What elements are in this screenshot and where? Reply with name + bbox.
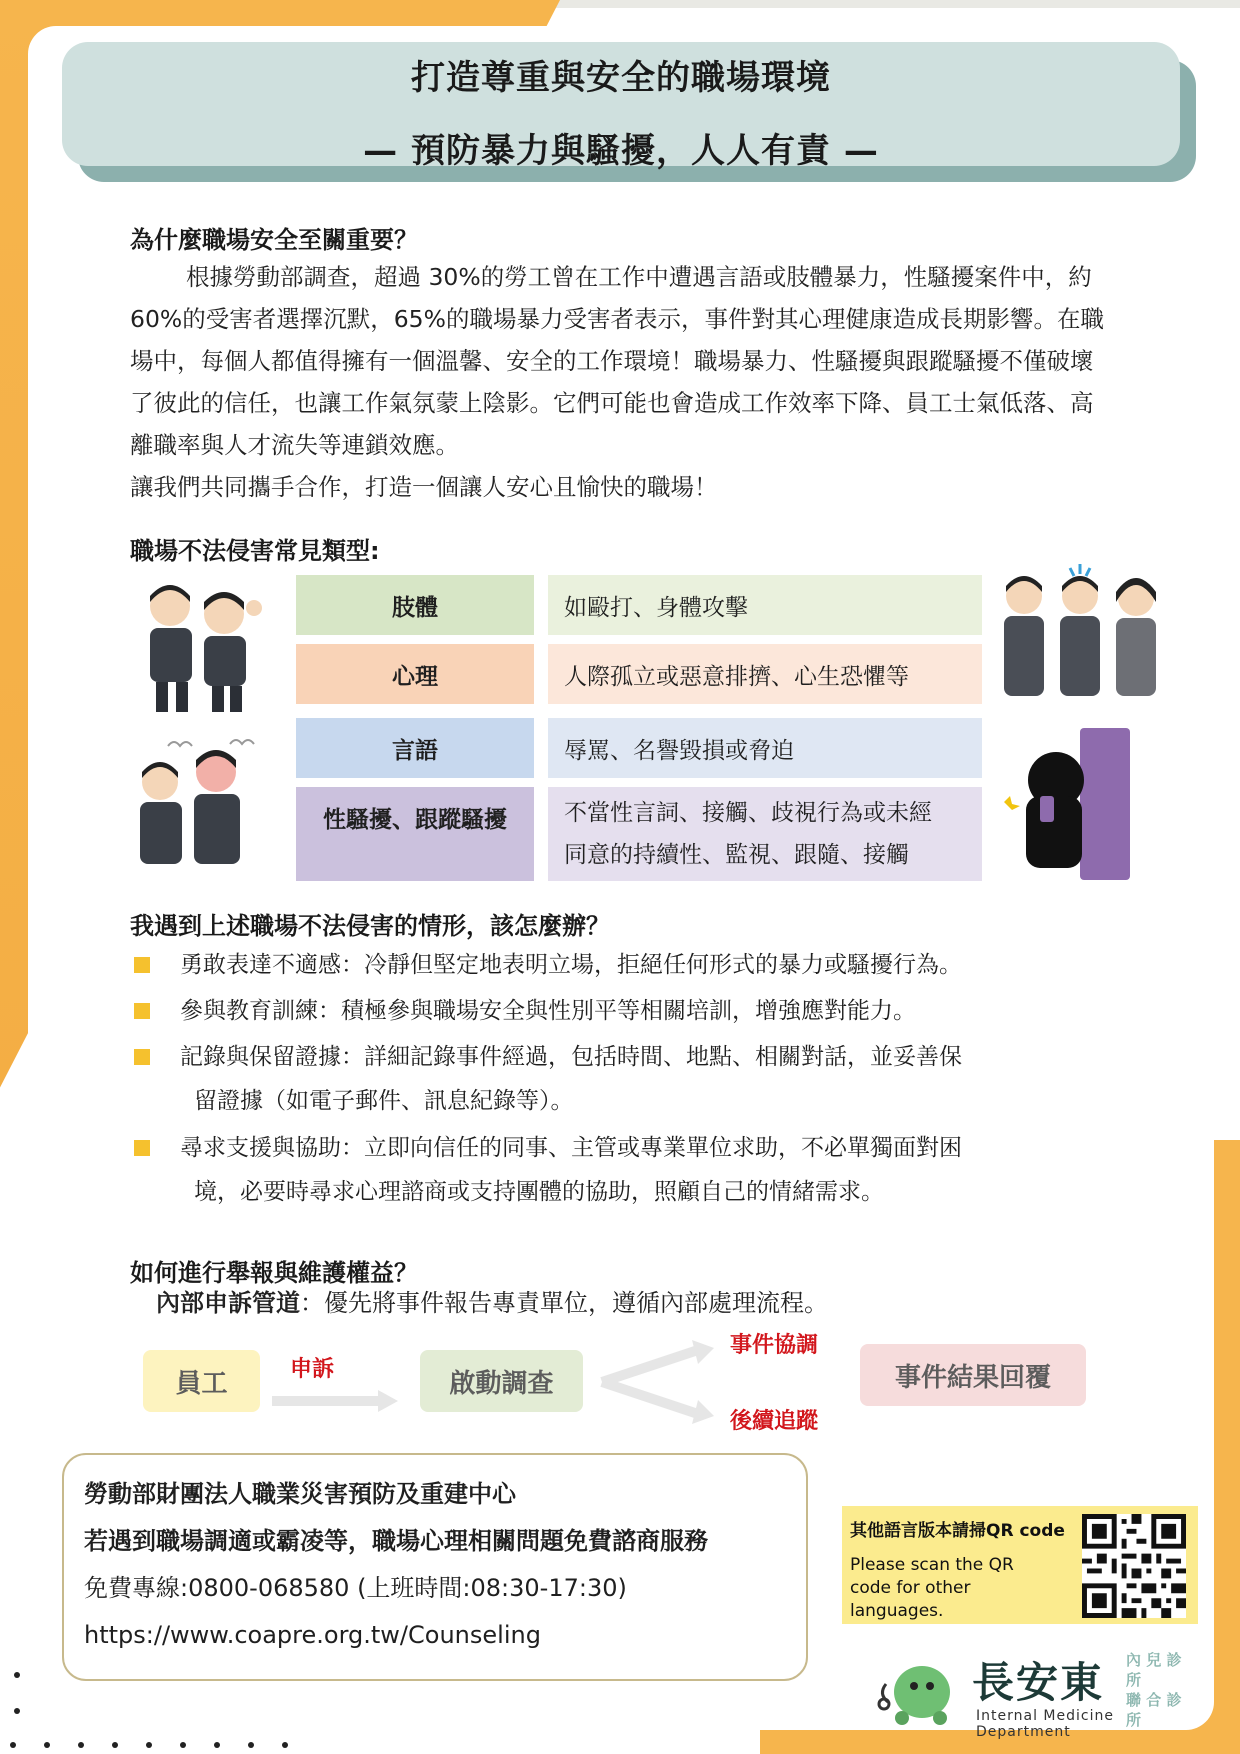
- why-heading: 為什麼職場安全至關重要？: [130, 226, 418, 254]
- stalker-illustration: [996, 726, 1132, 884]
- why-closing: 讓我們共同攜手合作，打造一個讓人安心且愉快的職場！: [130, 473, 718, 501]
- clinic-english-name: Internal Medicine Department: [976, 1708, 1114, 1740]
- flow-split-arrow-icon: [598, 1338, 716, 1426]
- decorative-dots-left: [14, 1672, 20, 1714]
- type-desc-harassment-line1: 不當性言詞、接觸、歧視行為或未經: [564, 800, 932, 826]
- report-heading: 如何進行舉報與維護權益？: [130, 1259, 418, 1287]
- flow-complaint-label: 申訴: [290, 1357, 335, 1382]
- action-item: 勇敢表達不適感：冷靜但堅定地表明立場，拒絕任何形式的暴力或騷擾行為。: [134, 943, 1114, 987]
- flow-arrow-icon: [270, 1386, 400, 1416]
- types-heading: 職場不法侵害常見類型:: [130, 537, 380, 565]
- type-desc-harassment-line2: 同意的持續性、監視、跟隨、接觸: [564, 842, 909, 868]
- contact-service: 若遇到職場調適或霸凌等，職場心理相關問題免費諮商服務: [84, 1527, 708, 1555]
- report-channel-text: ：優先將事件報告專責單位，遵循內部處理流程。: [300, 1289, 828, 1317]
- bullet-square-icon: [134, 1049, 150, 1065]
- clinic-tagline: 內 兒 診 所 聯 合 診 所: [1126, 1651, 1182, 1729]
- contact-url-link[interactable]: https://www.coapre.org.tw/Counseling: [84, 1621, 541, 1649]
- why-body: 根據勞動部調查，超過 30%的勞工曾在工作中遭遇言語或肢體暴力，性騷擾案件中，約 60%的受害者選擇沉默，65%的職場暴力受害者表示，事件對其心理健康造成長期影響。在職場中，每個人都值得擁有一個溫馨、安全的工作環境！職場暴力、性騷擾與跟蹤騷擾不僅破壞了彼此的信任，也讓工作氣氛蒙上陰影。它們可能也會造成工作效率下降、員工士氣低落、高離職率與人才流失等連鎖效應。: [130, 263, 1104, 459]
- bullet-square-icon: [134, 1140, 150, 1156]
- counseling-contact-box: [62, 1453, 808, 1681]
- flow-result-box: 事件結果回覆: [860, 1344, 1086, 1406]
- clinic-name: 長安東: [972, 1658, 1105, 1707]
- action-item: 參與教育訓練：積極參與職場安全與性別平等相關培訓，增強應對能力。: [134, 989, 1114, 1033]
- flow-followup-label: 後續追蹤: [730, 1409, 819, 1434]
- qr-english-text: Please scan the QR code for other languages.: [850, 1555, 1014, 1621]
- isolated-colleagues-illustration: [996, 562, 1166, 700]
- flow-employee-box: 員工: [143, 1350, 260, 1412]
- report-channel: [156, 1282, 1136, 1324]
- report-channel-label: 內部申訴管道: [156, 1289, 300, 1317]
- mascot-logo-icon: [872, 1646, 968, 1726]
- contact-hotline[interactable]: 免費專線:0800-068580 (上班時間:08:30-17:30): [84, 1574, 627, 1602]
- action-item: 尋求支援與協助：立即向信任的同事、主管或專業單位求助，不必單獨面對困 境，必要時尋求心理諮商或支持團體的協助，照顧自己的情緒需求。: [134, 1126, 1114, 1214]
- scolding-boss-illustration: [128, 738, 258, 868]
- contact-org: 勞動部財團法人職業災害預防及重建中心: [84, 1480, 516, 1508]
- page-subtitle: — 預防暴力與騷擾，人人有責 —: [363, 131, 879, 171]
- type-desc-psychological: 人際孤立或惡意排擠、心生恐懼等: [548, 644, 982, 704]
- type-desc-verbal: 辱罵、名譽毀損或脅迫: [548, 718, 982, 778]
- flow-investigate-box: 啟動調查: [420, 1350, 583, 1412]
- header-banner: [62, 42, 1180, 171]
- actions-heading: 我遇到上述職場不法侵害的情形，該怎麼辦？: [130, 912, 610, 940]
- fighting-men-illustration: [128, 578, 268, 718]
- page-title: 打造尊重與安全的職場環境: [411, 58, 831, 98]
- flow-coordinate-label: 事件協調: [730, 1333, 819, 1358]
- bullet-square-icon: [134, 1003, 150, 1019]
- type-label-psychological: 心理: [296, 644, 534, 704]
- qr-code-icon[interactable]: [1082, 1514, 1186, 1618]
- action-item: 記錄與保留證據：詳細記錄事件經過，包括時間、地點、相關對話，並妥善保 留證據（如電子郵件、訊息紀錄等）。: [134, 1035, 1114, 1123]
- type-desc-physical: 如毆打、身體攻擊: [548, 575, 982, 635]
- type-desc-harassment: [548, 787, 982, 881]
- clinic-logo: [872, 1644, 1192, 1740]
- bullet-square-icon: [134, 957, 150, 973]
- type-label-harassment: 性騷擾、跟蹤騷擾: [296, 787, 534, 881]
- qr-code-panel: [842, 1506, 1198, 1624]
- type-label-verbal: 言語: [296, 718, 534, 778]
- qr-label: 其他語言版本請掃QR code: [850, 1521, 1065, 1541]
- type-label-physical: 肢體: [296, 575, 534, 635]
- decorative-dots: [10, 1742, 288, 1748]
